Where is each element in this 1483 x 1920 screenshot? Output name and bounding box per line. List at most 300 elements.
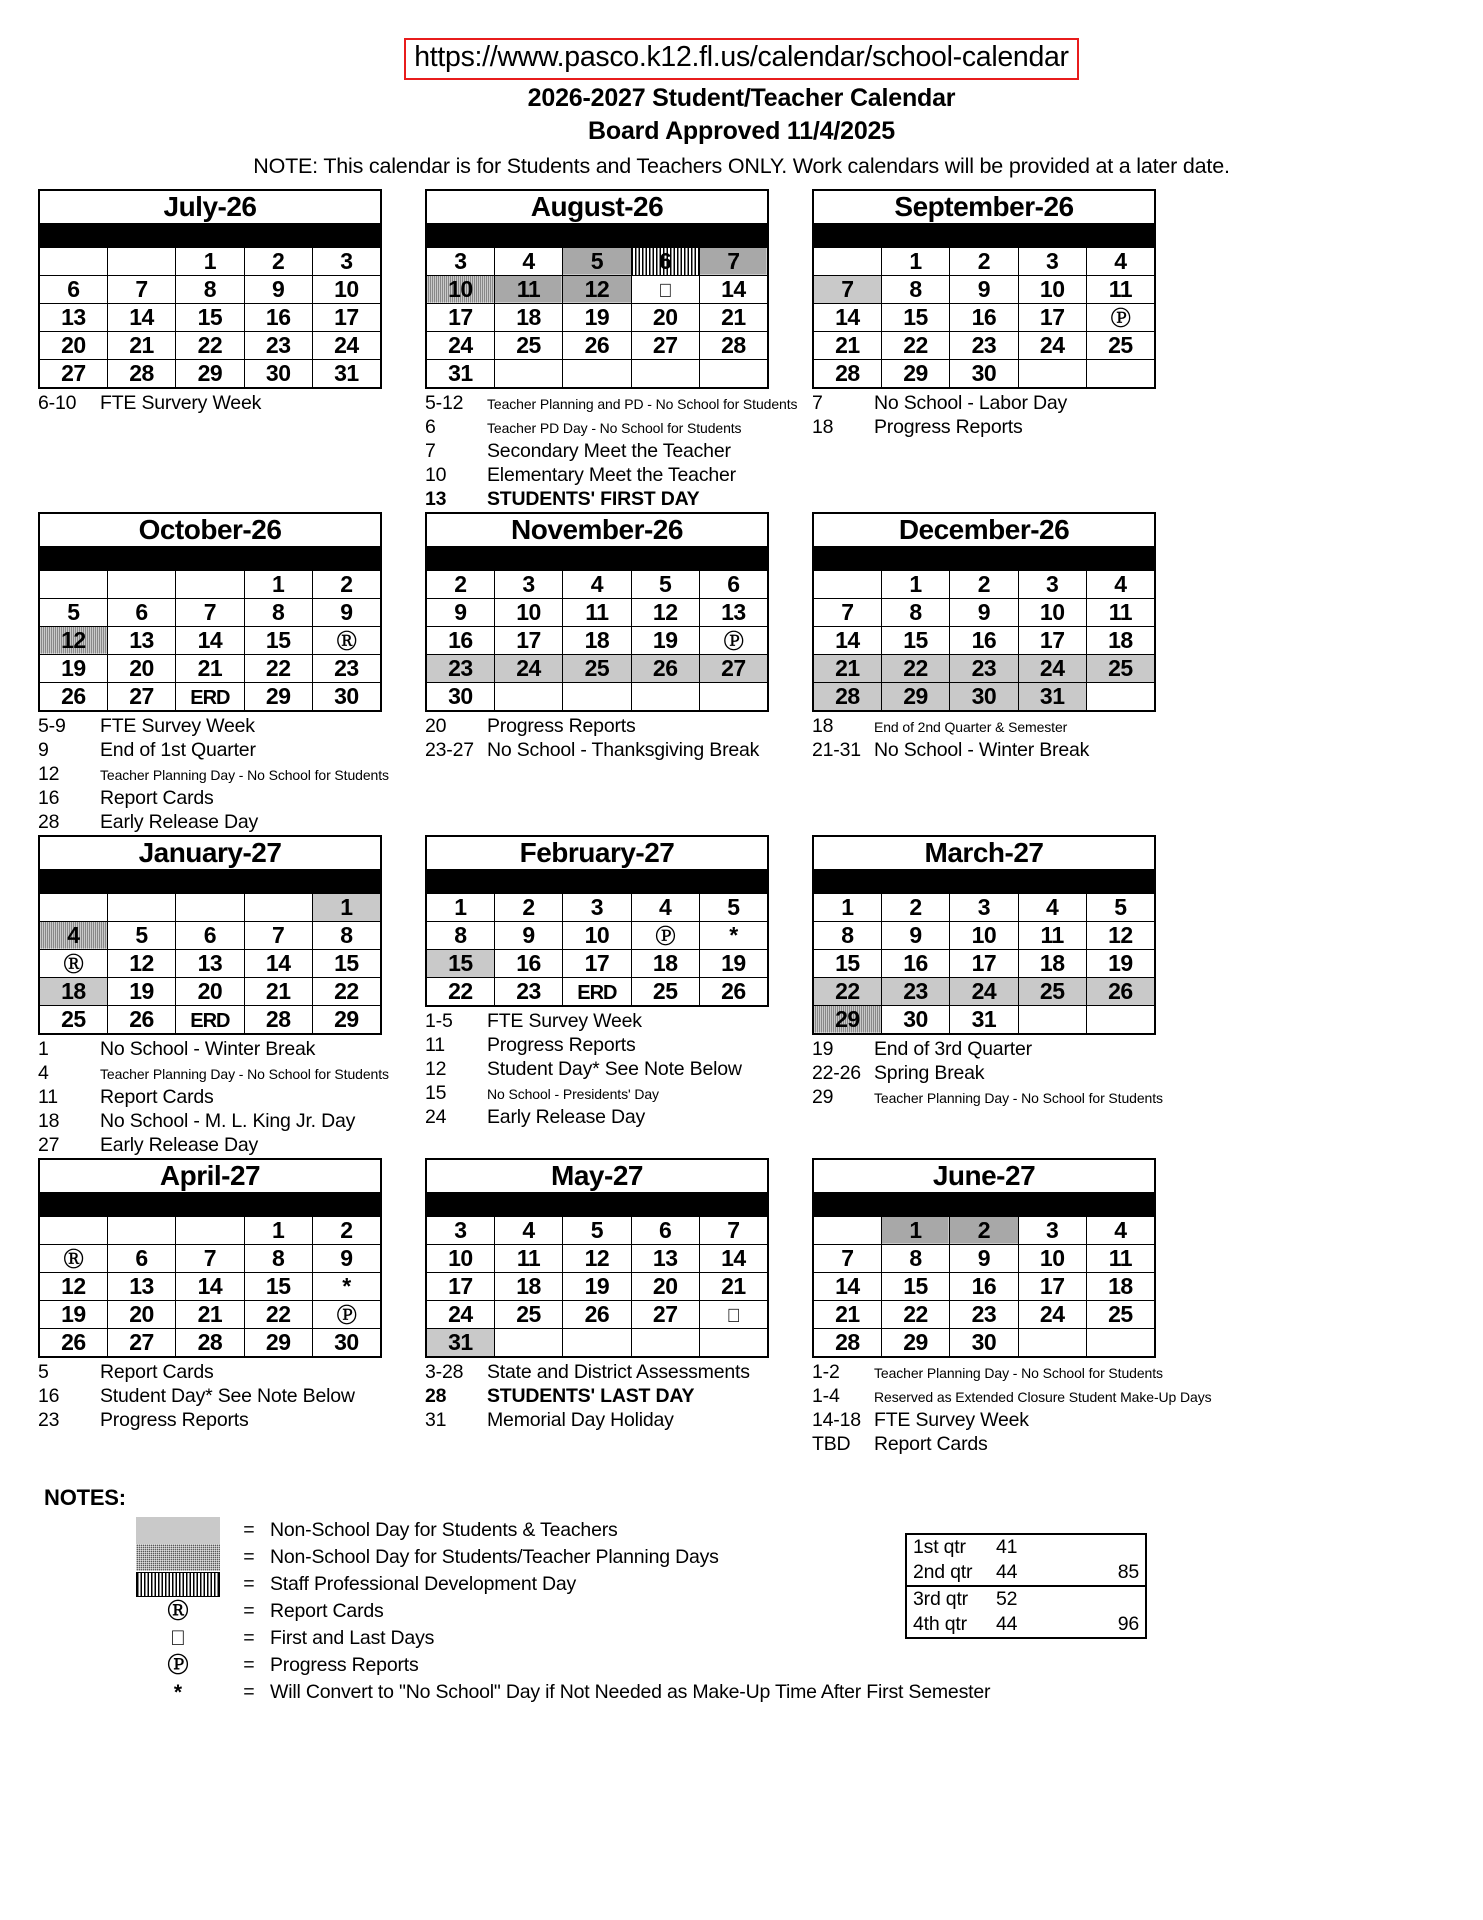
day-cell-3[interactable]: 3 bbox=[1018, 247, 1086, 275]
day-cell-ERD[interactable] bbox=[176, 1005, 244, 1034]
day-cell-prog[interactable] bbox=[699, 626, 768, 654]
day-cell-4[interactable]: 4 bbox=[1086, 1216, 1155, 1244]
day-cell-3[interactable]: 3 bbox=[950, 893, 1018, 921]
day-cell-empty[interactable] bbox=[563, 359, 631, 388]
day-cell-empty[interactable] bbox=[631, 359, 699, 388]
day-cell-rep[interactable] bbox=[312, 626, 381, 654]
day-cell-19[interactable]: 19 bbox=[631, 626, 699, 654]
day-cell-empty[interactable] bbox=[813, 1216, 881, 1244]
day-cell-21[interactable]: 21 bbox=[813, 1300, 881, 1328]
day-cell-3[interactable]: 3 bbox=[426, 1216, 494, 1244]
day-cell-empty[interactable] bbox=[1086, 1005, 1155, 1034]
day-cell-8[interactable]: 8 bbox=[881, 275, 949, 303]
day-cell-empty[interactable] bbox=[563, 682, 631, 711]
day-cell-20[interactable]: 20 bbox=[39, 331, 107, 359]
day-cell-9[interactable]: 9 bbox=[312, 1244, 381, 1272]
day-cell-13[interactable]: 13 bbox=[107, 1272, 175, 1300]
day-cell-27[interactable]: 27 bbox=[631, 331, 699, 359]
day-cell-1[interactable]: 1 bbox=[881, 570, 949, 598]
day-cell-14[interactable]: 14 bbox=[813, 626, 881, 654]
day-cell-19[interactable]: 19 bbox=[39, 654, 107, 682]
day-cell-apple[interactable] bbox=[631, 275, 699, 303]
day-cell-empty[interactable] bbox=[631, 1328, 699, 1357]
day-cell-19[interactable]: 19 bbox=[1086, 949, 1155, 977]
day-cell-14[interactable]: 14 bbox=[107, 303, 175, 331]
day-cell-30[interactable]: 30 bbox=[426, 682, 494, 711]
day-cell-14[interactable]: 14 bbox=[176, 626, 244, 654]
day-cell-23[interactable]: 23 bbox=[950, 654, 1018, 682]
day-cell-24[interactable]: 24 bbox=[1018, 331, 1086, 359]
day-cell-26[interactable]: 26 bbox=[699, 977, 768, 1006]
day-cell-8[interactable]: 8 bbox=[881, 598, 949, 626]
day-cell-24[interactable]: 24 bbox=[312, 331, 381, 359]
day-cell-13[interactable]: 13 bbox=[699, 598, 768, 626]
day-cell-7[interactable]: 7 bbox=[107, 275, 175, 303]
day-cell-5[interactable]: 5 bbox=[563, 247, 631, 275]
day-cell-7[interactable]: 7 bbox=[699, 247, 768, 275]
day-cell-9[interactable]: 9 bbox=[426, 598, 494, 626]
day-cell-28[interactable]: 28 bbox=[699, 331, 768, 359]
day-cell-25[interactable]: 25 bbox=[631, 977, 699, 1006]
day-cell-10[interactable]: 10 bbox=[1018, 275, 1086, 303]
day-cell-12[interactable]: 12 bbox=[563, 1244, 631, 1272]
day-cell-1[interactable]: 1 bbox=[813, 893, 881, 921]
day-cell-empty[interactable] bbox=[176, 893, 244, 921]
day-cell-9[interactable]: 9 bbox=[950, 598, 1018, 626]
day-cell-9[interactable]: 9 bbox=[881, 921, 949, 949]
day-cell-17[interactable]: 17 bbox=[426, 1272, 494, 1300]
day-cell-3[interactable]: 3 bbox=[426, 247, 494, 275]
day-cell-6[interactable]: 6 bbox=[107, 598, 175, 626]
day-cell-7[interactable]: 7 bbox=[813, 275, 881, 303]
day-cell-16[interactable]: 16 bbox=[244, 303, 312, 331]
day-cell-27[interactable]: 27 bbox=[107, 1328, 175, 1357]
day-cell-31[interactable]: 31 bbox=[426, 1328, 494, 1357]
day-cell-18[interactable]: 18 bbox=[563, 626, 631, 654]
day-cell-26[interactable]: 26 bbox=[107, 1005, 175, 1034]
day-cell-2[interactable]: 2 bbox=[950, 1216, 1018, 1244]
day-cell-11[interactable]: 11 bbox=[1086, 275, 1155, 303]
day-cell-28[interactable]: 28 bbox=[813, 682, 881, 711]
day-cell-1[interactable]: 1 bbox=[881, 247, 949, 275]
day-cell-18[interactable]: 18 bbox=[1086, 626, 1155, 654]
day-cell-empty[interactable] bbox=[1086, 359, 1155, 388]
day-cell-23[interactable]: 23 bbox=[494, 977, 562, 1006]
day-cell-9[interactable]: 9 bbox=[312, 598, 381, 626]
day-cell-12[interactable]: 12 bbox=[39, 1272, 107, 1300]
day-cell-30[interactable]: 30 bbox=[312, 1328, 381, 1357]
day-cell-25[interactable]: 25 bbox=[494, 331, 562, 359]
day-cell-11[interactable]: 11 bbox=[563, 598, 631, 626]
day-cell-7[interactable]: 7 bbox=[813, 1244, 881, 1272]
day-cell-1[interactable]: 1 bbox=[244, 1216, 312, 1244]
day-cell-14[interactable]: 14 bbox=[813, 1272, 881, 1300]
day-cell-21[interactable]: 21 bbox=[107, 331, 175, 359]
note-text: FTE Survey Week bbox=[874, 1408, 1029, 1431]
day-cell-7[interactable]: 7 bbox=[813, 598, 881, 626]
day-cell-25[interactable]: 25 bbox=[1086, 654, 1155, 682]
day-cell-25[interactable]: 25 bbox=[494, 1300, 562, 1328]
day-cell-star[interactable] bbox=[312, 1272, 381, 1300]
day-cell-21[interactable]: 21 bbox=[699, 303, 768, 331]
day-cell-29[interactable]: 29 bbox=[881, 359, 949, 388]
day-cell-3[interactable]: 3 bbox=[312, 247, 381, 275]
day-cell-21[interactable]: 21 bbox=[244, 977, 312, 1005]
day-cell-20[interactable]: 20 bbox=[107, 654, 175, 682]
day-cell-11[interactable]: 11 bbox=[1086, 598, 1155, 626]
day-cell-5[interactable]: 5 bbox=[107, 921, 175, 949]
day-cell-empty[interactable] bbox=[494, 682, 562, 711]
day-cell-25[interactable]: 25 bbox=[563, 654, 631, 682]
day-cell-1[interactable]: 1 bbox=[312, 893, 381, 921]
day-cell-empty[interactable] bbox=[39, 1216, 107, 1244]
day-cell-18[interactable]: 18 bbox=[39, 977, 107, 1005]
day-cell-5[interactable]: 5 bbox=[1086, 893, 1155, 921]
day-cell-26[interactable]: 26 bbox=[631, 654, 699, 682]
day-cell-10[interactable]: 10 bbox=[1018, 1244, 1086, 1272]
day-cell-30[interactable]: 30 bbox=[881, 1005, 949, 1034]
day-cell-15[interactable]: 15 bbox=[881, 626, 949, 654]
day-cell-empty[interactable] bbox=[1018, 359, 1086, 388]
day-cell-10[interactable]: 10 bbox=[494, 598, 562, 626]
day-cell-12[interactable]: 12 bbox=[39, 626, 107, 654]
day-cell-11[interactable]: 11 bbox=[1018, 921, 1086, 949]
day-cell-19[interactable]: 19 bbox=[699, 949, 768, 977]
day-cell-15[interactable]: 15 bbox=[881, 1272, 949, 1300]
day-cell-21[interactable]: 21 bbox=[813, 654, 881, 682]
day-cell-8[interactable]: 8 bbox=[426, 921, 494, 949]
day-cell-5[interactable]: 5 bbox=[699, 893, 768, 921]
day-cell-19[interactable]: 19 bbox=[39, 1300, 107, 1328]
day-cell-24[interactable]: 24 bbox=[1018, 654, 1086, 682]
day-cell-24[interactable]: 24 bbox=[950, 977, 1018, 1005]
day-cell-16[interactable]: 16 bbox=[881, 949, 949, 977]
day-cell-3[interactable]: 3 bbox=[563, 893, 631, 921]
day-cell-empty[interactable] bbox=[699, 1328, 768, 1357]
day-cell-2[interactable]: 2 bbox=[244, 247, 312, 275]
day-cell-20[interactable]: 20 bbox=[176, 977, 244, 1005]
day-cell-empty[interactable] bbox=[39, 570, 107, 598]
day-cell-22[interactable]: 22 bbox=[426, 977, 494, 1006]
day-cell-8[interactable]: 8 bbox=[176, 275, 244, 303]
day-cell-11[interactable]: 11 bbox=[494, 1244, 562, 1272]
day-cell-26[interactable]: 26 bbox=[1086, 977, 1155, 1005]
day-cell-star[interactable] bbox=[699, 921, 768, 949]
day-cell-27[interactable]: 27 bbox=[699, 654, 768, 682]
day-cell-prog[interactable] bbox=[631, 921, 699, 949]
day-cell-28[interactable]: 28 bbox=[813, 1328, 881, 1357]
day-cell-16[interactable]: 16 bbox=[494, 949, 562, 977]
day-cell-29[interactable]: 29 bbox=[881, 1328, 949, 1357]
day-cell-1[interactable]: 1 bbox=[244, 570, 312, 598]
day-cell-17[interactable]: 17 bbox=[312, 303, 381, 331]
day-cell-22[interactable]: 22 bbox=[176, 331, 244, 359]
day-cell-empty[interactable] bbox=[1018, 1005, 1086, 1034]
day-cell-empty[interactable] bbox=[1018, 1328, 1086, 1357]
day-cell-6[interactable]: 6 bbox=[631, 1216, 699, 1244]
day-cell-4[interactable]: 4 bbox=[1018, 893, 1086, 921]
day-cell-27[interactable]: 27 bbox=[39, 359, 107, 388]
day-cell-17[interactable]: 17 bbox=[1018, 626, 1086, 654]
day-cell-6[interactable]: 6 bbox=[631, 247, 699, 275]
day-cell-7[interactable]: 7 bbox=[244, 921, 312, 949]
day-cell-prog[interactable] bbox=[1086, 303, 1155, 331]
day-cell-28[interactable]: 28 bbox=[107, 359, 175, 388]
day-cell-21[interactable]: 21 bbox=[813, 331, 881, 359]
day-cell-empty[interactable] bbox=[176, 1216, 244, 1244]
day-cell-29[interactable]: 29 bbox=[881, 682, 949, 711]
day-cell-29[interactable]: 29 bbox=[244, 1328, 312, 1357]
day-cell-rep[interactable] bbox=[39, 949, 107, 977]
day-cell-19[interactable]: 19 bbox=[563, 303, 631, 331]
day-cell-18[interactable]: 18 bbox=[631, 949, 699, 977]
day-cell-ERD[interactable] bbox=[563, 977, 631, 1006]
day-cell-empty[interactable] bbox=[107, 247, 175, 275]
day-cell-4[interactable]: 4 bbox=[631, 893, 699, 921]
day-cell-25[interactable]: 25 bbox=[39, 1005, 107, 1034]
day-cell-6[interactable]: 6 bbox=[176, 921, 244, 949]
day-cell-16[interactable]: 16 bbox=[950, 303, 1018, 331]
day-cell-7[interactable]: 7 bbox=[176, 1244, 244, 1272]
day-cell-empty[interactable] bbox=[107, 570, 175, 598]
day-cell-25[interactable]: 25 bbox=[1086, 331, 1155, 359]
day-cell-24[interactable]: 24 bbox=[1018, 1300, 1086, 1328]
day-cell-18[interactable]: 18 bbox=[1086, 1272, 1155, 1300]
day-cell-empty[interactable] bbox=[244, 893, 312, 921]
day-cell-2[interactable]: 2 bbox=[312, 1216, 381, 1244]
day-cell-4[interactable]: 4 bbox=[39, 921, 107, 949]
day-cell-6[interactable]: 6 bbox=[699, 570, 768, 598]
day-cell-25[interactable]: 25 bbox=[1018, 977, 1086, 1005]
day-cell-5[interactable]: 5 bbox=[563, 1216, 631, 1244]
day-cell-28[interactable]: 28 bbox=[244, 1005, 312, 1034]
day-cell-2[interactable]: 2 bbox=[950, 570, 1018, 598]
day-cell-10[interactable]: 10 bbox=[426, 1244, 494, 1272]
day-cell-1[interactable]: 1 bbox=[881, 1216, 949, 1244]
calendar-table bbox=[425, 189, 769, 389]
day-cell-26[interactable]: 26 bbox=[563, 1300, 631, 1328]
day-cell-22[interactable]: 22 bbox=[881, 1300, 949, 1328]
day-cell-29[interactable]: 29 bbox=[176, 359, 244, 388]
day-cell-2[interactable]: 2 bbox=[426, 570, 494, 598]
day-cell-2[interactable]: 2 bbox=[312, 570, 381, 598]
day-cell-rep[interactable] bbox=[39, 1244, 107, 1272]
day-cell-20[interactable]: 20 bbox=[631, 1272, 699, 1300]
month-notes bbox=[812, 392, 1170, 439]
day-cell-19[interactable]: 19 bbox=[563, 1272, 631, 1300]
day-cell-10[interactable]: 10 bbox=[563, 921, 631, 949]
day-cell-empty[interactable] bbox=[1086, 1328, 1155, 1357]
day-cell-14[interactable]: 14 bbox=[813, 303, 881, 331]
day-cell-empty[interactable] bbox=[813, 247, 881, 275]
day-cell-14[interactable]: 14 bbox=[699, 1244, 768, 1272]
day-cell-14[interactable]: 14 bbox=[244, 949, 312, 977]
day-cell-15[interactable]: 15 bbox=[813, 949, 881, 977]
day-cell-15[interactable]: 15 bbox=[312, 949, 381, 977]
day-cell-2[interactable]: 2 bbox=[881, 893, 949, 921]
day-cell-23[interactable]: 23 bbox=[950, 1300, 1018, 1328]
day-cell-empty[interactable] bbox=[107, 1216, 175, 1244]
week-row bbox=[39, 1005, 381, 1034]
day-cell-empty[interactable] bbox=[39, 247, 107, 275]
day-cell-1[interactable]: 1 bbox=[176, 247, 244, 275]
day-cell-30[interactable]: 30 bbox=[244, 359, 312, 388]
day-cell-8[interactable]: 8 bbox=[244, 1244, 312, 1272]
day-cell-16[interactable]: 16 bbox=[426, 626, 494, 654]
day-cell-28[interactable]: 28 bbox=[176, 1328, 244, 1357]
day-cell-31[interactable]: 31 bbox=[1018, 682, 1086, 711]
day-cell-17[interactable]: 17 bbox=[1018, 1272, 1086, 1300]
day-cell-3[interactable]: 3 bbox=[494, 570, 562, 598]
day-cell-17[interactable]: 17 bbox=[1018, 303, 1086, 331]
day-cell-12[interactable]: 12 bbox=[1086, 921, 1155, 949]
day-cell-4[interactable]: 4 bbox=[1086, 247, 1155, 275]
day-cell-7[interactable]: 7 bbox=[176, 598, 244, 626]
day-cell-empty[interactable] bbox=[631, 682, 699, 711]
day-cell-30[interactable]: 30 bbox=[950, 1328, 1018, 1357]
day-cell-17[interactable]: 17 bbox=[950, 949, 1018, 977]
day-cell-13[interactable]: 13 bbox=[107, 626, 175, 654]
day-cell-11[interactable]: 11 bbox=[494, 275, 562, 303]
day-cell-19[interactable]: 19 bbox=[107, 977, 175, 1005]
day-cell-10[interactable]: 10 bbox=[312, 275, 381, 303]
day-cell-22[interactable]: 22 bbox=[244, 1300, 312, 1328]
calendar-url[interactable]: https://www.pasco.k12.fl.us/calendar/school-calendar bbox=[404, 38, 1079, 80]
day-cell-empty[interactable] bbox=[494, 1328, 562, 1357]
day-cell-31[interactable]: 31 bbox=[312, 359, 381, 388]
day-cell-24[interactable]: 24 bbox=[426, 331, 494, 359]
day-cell-empty[interactable] bbox=[563, 1328, 631, 1357]
day-cell-14[interactable]: 14 bbox=[699, 275, 768, 303]
day-cell-21[interactable]: 21 bbox=[176, 654, 244, 682]
day-cell-9[interactable]: 9 bbox=[494, 921, 562, 949]
day-cell-10[interactable]: 10 bbox=[950, 921, 1018, 949]
day-cell-23[interactable]: 23 bbox=[950, 331, 1018, 359]
day-cell-8[interactable]: 8 bbox=[813, 921, 881, 949]
day-cell-26[interactable]: 26 bbox=[39, 1328, 107, 1357]
day-cell-14[interactable]: 14 bbox=[176, 1272, 244, 1300]
day-cell-16[interactable]: 16 bbox=[950, 1272, 1018, 1300]
day-cell-5[interactable]: 5 bbox=[39, 598, 107, 626]
day-cell-22[interactable]: 22 bbox=[813, 977, 881, 1005]
day-cell-25[interactable]: 25 bbox=[1086, 1300, 1155, 1328]
day-cell-empty[interactable] bbox=[1086, 682, 1155, 711]
day-cell-18[interactable]: 18 bbox=[494, 303, 562, 331]
day-cell-empty[interactable] bbox=[494, 359, 562, 388]
day-cell-4[interactable]: 4 bbox=[563, 570, 631, 598]
day-cell-empty[interactable] bbox=[107, 893, 175, 921]
day-cell-23[interactable]: 23 bbox=[244, 331, 312, 359]
day-cell-24[interactable]: 24 bbox=[426, 1300, 494, 1328]
day-cell-3[interactable]: 3 bbox=[1018, 1216, 1086, 1244]
day-cell-12[interactable]: 12 bbox=[563, 275, 631, 303]
day-cell-22[interactable]: 22 bbox=[244, 654, 312, 682]
day-cell-apple[interactable] bbox=[699, 1300, 768, 1328]
day-cell-31[interactable]: 31 bbox=[426, 359, 494, 388]
day-cell-30[interactable]: 30 bbox=[312, 682, 381, 711]
day-cell-29[interactable]: 29 bbox=[813, 1005, 881, 1034]
day-cell-15[interactable]: 15 bbox=[881, 303, 949, 331]
day-cell-30[interactable]: 30 bbox=[950, 682, 1018, 711]
day-cell-22[interactable]: 22 bbox=[881, 654, 949, 682]
day-cell-12[interactable]: 12 bbox=[631, 598, 699, 626]
day-cell-15[interactable]: 15 bbox=[244, 626, 312, 654]
day-cell-21[interactable]: 21 bbox=[699, 1272, 768, 1300]
day-cell-13[interactable]: 13 bbox=[176, 949, 244, 977]
day-cell-empty[interactable] bbox=[699, 682, 768, 711]
day-cell-29[interactable]: 29 bbox=[312, 1005, 381, 1034]
day-cell-17[interactable]: 17 bbox=[426, 303, 494, 331]
day-cell-8[interactable]: 8 bbox=[312, 921, 381, 949]
day-cell-empty[interactable] bbox=[699, 359, 768, 388]
day-cell-27[interactable]: 27 bbox=[107, 682, 175, 711]
day-cell-4[interactable]: 4 bbox=[494, 1216, 562, 1244]
day-cell-empty[interactable] bbox=[176, 570, 244, 598]
day-cell-12[interactable]: 12 bbox=[107, 949, 175, 977]
day-cell-8[interactable]: 8 bbox=[244, 598, 312, 626]
day-cell-2[interactable]: 2 bbox=[950, 247, 1018, 275]
day-cell-23[interactable]: 23 bbox=[881, 977, 949, 1005]
day-cell-1[interactable]: 1 bbox=[426, 893, 494, 921]
day-cell-13[interactable]: 13 bbox=[39, 303, 107, 331]
day-cell-24[interactable]: 24 bbox=[494, 654, 562, 682]
day-cell-ERD[interactable] bbox=[176, 682, 244, 711]
day-cell-26[interactable]: 26 bbox=[39, 682, 107, 711]
day-cell-empty[interactable] bbox=[813, 570, 881, 598]
day-cell-prog[interactable] bbox=[312, 1300, 381, 1328]
day-cell-18[interactable]: 18 bbox=[494, 1272, 562, 1300]
day-cell-21[interactable]: 21 bbox=[176, 1300, 244, 1328]
day-cell-23[interactable]: 23 bbox=[312, 654, 381, 682]
day-cell-17[interactable]: 17 bbox=[563, 949, 631, 977]
day-cell-10[interactable]: 10 bbox=[426, 275, 494, 303]
day-cell-9[interactable]: 9 bbox=[950, 275, 1018, 303]
day-cell-16[interactable]: 16 bbox=[950, 626, 1018, 654]
day-cell-9[interactable]: 9 bbox=[950, 1244, 1018, 1272]
day-cell-5[interactable]: 5 bbox=[631, 570, 699, 598]
day-cell-30[interactable]: 30 bbox=[950, 359, 1018, 388]
day-cell-9[interactable]: 9 bbox=[244, 275, 312, 303]
day-cell-18[interactable]: 18 bbox=[1018, 949, 1086, 977]
day-cell-17[interactable]: 17 bbox=[494, 626, 562, 654]
day-cell-20[interactable]: 20 bbox=[107, 1300, 175, 1328]
day-cell-2[interactable]: 2 bbox=[494, 893, 562, 921]
day-cell-6[interactable]: 6 bbox=[39, 275, 107, 303]
day-cell-empty[interactable] bbox=[39, 893, 107, 921]
day-cell-31[interactable]: 31 bbox=[950, 1005, 1018, 1034]
day-cell-28[interactable]: 28 bbox=[813, 359, 881, 388]
day-cell-20[interactable]: 20 bbox=[631, 303, 699, 331]
day-cell-4[interactable]: 4 bbox=[494, 247, 562, 275]
day-cell-22[interactable]: 22 bbox=[312, 977, 381, 1005]
day-cell-11[interactable]: 11 bbox=[1086, 1244, 1155, 1272]
day-cell-3[interactable]: 3 bbox=[1018, 570, 1086, 598]
day-cell-15[interactable]: 15 bbox=[244, 1272, 312, 1300]
day-cell-26[interactable]: 26 bbox=[563, 331, 631, 359]
day-cell-10[interactable]: 10 bbox=[1018, 598, 1086, 626]
day-cell-15[interactable]: 15 bbox=[176, 303, 244, 331]
day-cell-22[interactable]: 22 bbox=[881, 331, 949, 359]
day-cell-15[interactable]: 15 bbox=[426, 949, 494, 977]
day-cell-6[interactable]: 6 bbox=[107, 1244, 175, 1272]
day-cell-7[interactable]: 7 bbox=[699, 1216, 768, 1244]
day-cell-13[interactable]: 13 bbox=[631, 1244, 699, 1272]
day-cell-29[interactable]: 29 bbox=[244, 682, 312, 711]
day-cell-4[interactable]: 4 bbox=[1086, 570, 1155, 598]
day-cell-23[interactable]: 23 bbox=[426, 654, 494, 682]
day-cell-8[interactable]: 8 bbox=[881, 1244, 949, 1272]
day-cell-27[interactable]: 27 bbox=[631, 1300, 699, 1328]
